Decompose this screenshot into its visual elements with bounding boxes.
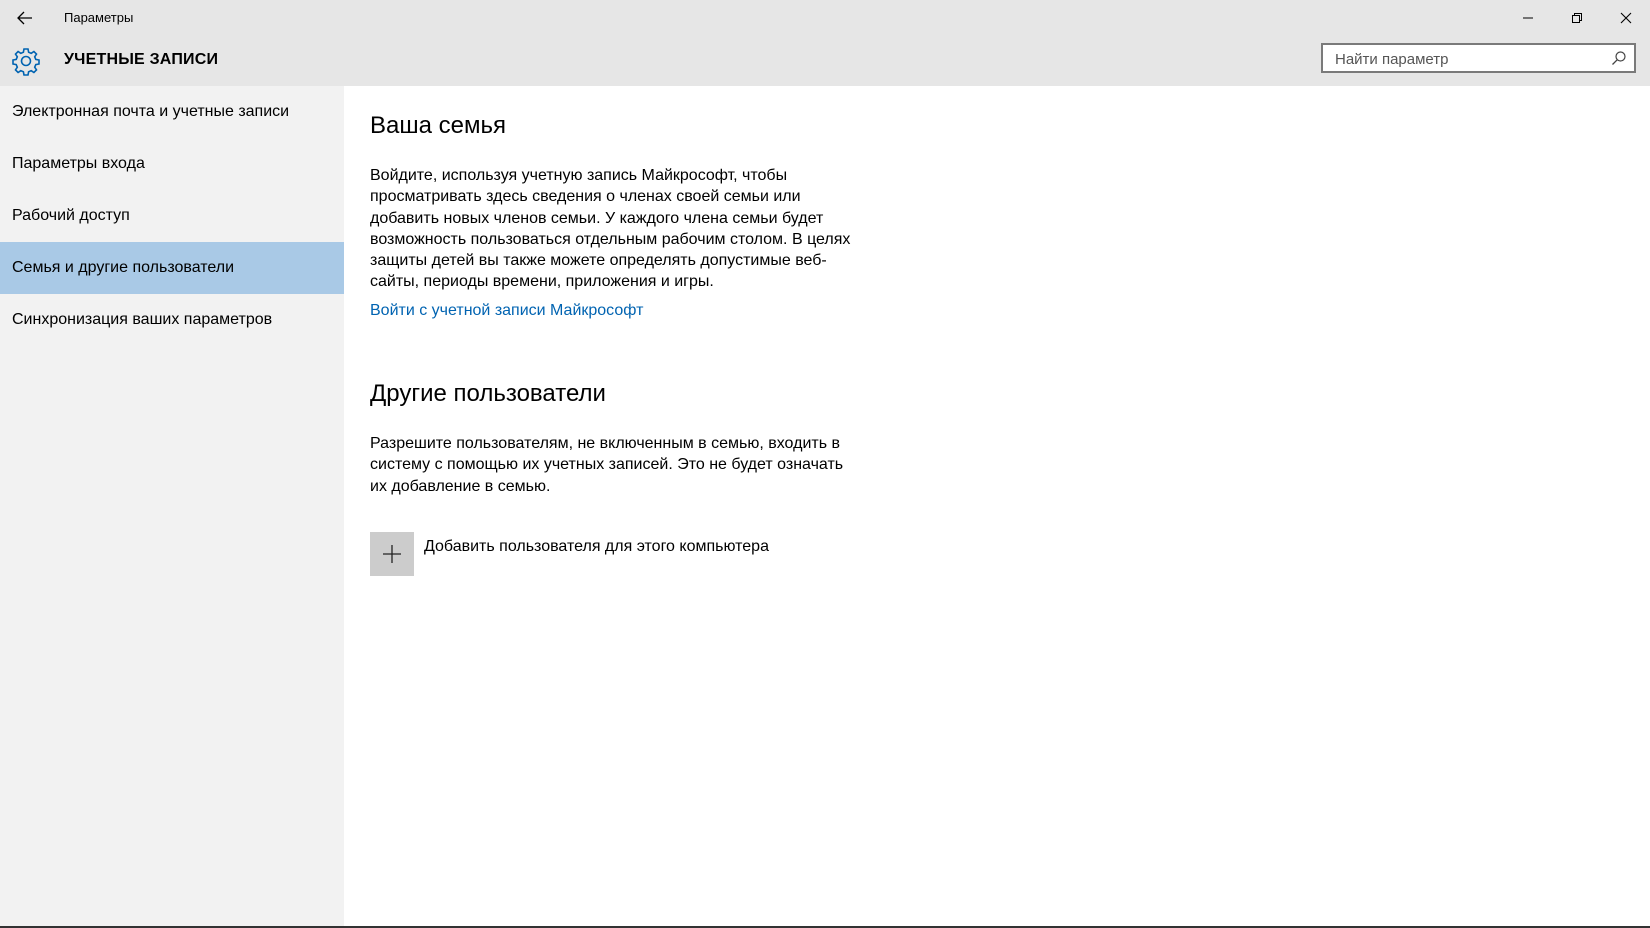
other-users-description: Разрешите пользователям, не включенным в семью, входить в систему с помощью их учетных записей. Это не будет означать их добавление в семью. xyxy=(370,435,844,495)
search-box[interactable] xyxy=(1321,43,1636,73)
add-user-label: Добавить пользователя для этого компьютера xyxy=(424,538,769,555)
page-header xyxy=(0,35,1650,86)
search-input[interactable] xyxy=(1335,49,1605,69)
other-users-section-title: Другие пользователи xyxy=(370,380,606,407)
back-arrow-icon xyxy=(17,11,33,25)
sidebar-item-label: Параметры входа xyxy=(12,155,145,172)
app-title: Параметры xyxy=(64,10,134,25)
restore-icon xyxy=(1571,12,1583,24)
add-user-button[interactable] xyxy=(370,532,769,576)
sidebar-item-sign-in-options[interactable] xyxy=(0,138,344,190)
back-button[interactable] xyxy=(0,0,50,35)
sidebar-item-label: Семья и другие пользователи xyxy=(12,259,235,276)
sidebar-item-label: Электронная почта и учетные записи xyxy=(12,103,290,120)
search-icon[interactable] xyxy=(1611,50,1627,66)
sidebar-item-email-accounts[interactable] xyxy=(0,86,344,138)
minimize-button[interactable] xyxy=(1503,0,1552,35)
close-icon xyxy=(1620,12,1632,24)
sidebar-item-family-other-users[interactable] xyxy=(0,242,344,294)
family-section-title: Ваша семья xyxy=(370,112,506,139)
section-heading: УЧЕТНЫЕ ЗАПИСИ xyxy=(64,51,219,68)
sidebar-item-label: Рабочий доступ xyxy=(12,207,130,224)
title-bar xyxy=(0,0,1650,35)
close-button[interactable] xyxy=(1601,0,1650,35)
restore-button[interactable] xyxy=(1552,0,1601,35)
plus-icon xyxy=(382,544,402,564)
sidebar-item-work-access[interactable] xyxy=(0,190,344,242)
sidebar-item-sync-settings[interactable] xyxy=(0,294,344,346)
add-tile xyxy=(370,532,414,576)
sidebar-item-label: Синхронизация ваших параметров xyxy=(12,311,273,328)
sign-in-microsoft-link[interactable]: Войти с учетной записи Майкрософт xyxy=(370,302,644,319)
family-description: Войдите, используя учетную запись Майкрософт, чтобы просматривать здесь сведения о членах своей семьи или добавить новых членов семьи. У каждого члена семьи будет возможность пользоваться отдельным рабочим столом. В целях защиты детей вы также можете определять допустимые веб-сайты, периоды времени, приложения и игры. xyxy=(370,167,851,291)
gear-icon xyxy=(11,46,41,76)
window-controls xyxy=(1503,0,1650,35)
sidebar-nav xyxy=(0,86,344,928)
minimize-icon xyxy=(1522,12,1534,24)
